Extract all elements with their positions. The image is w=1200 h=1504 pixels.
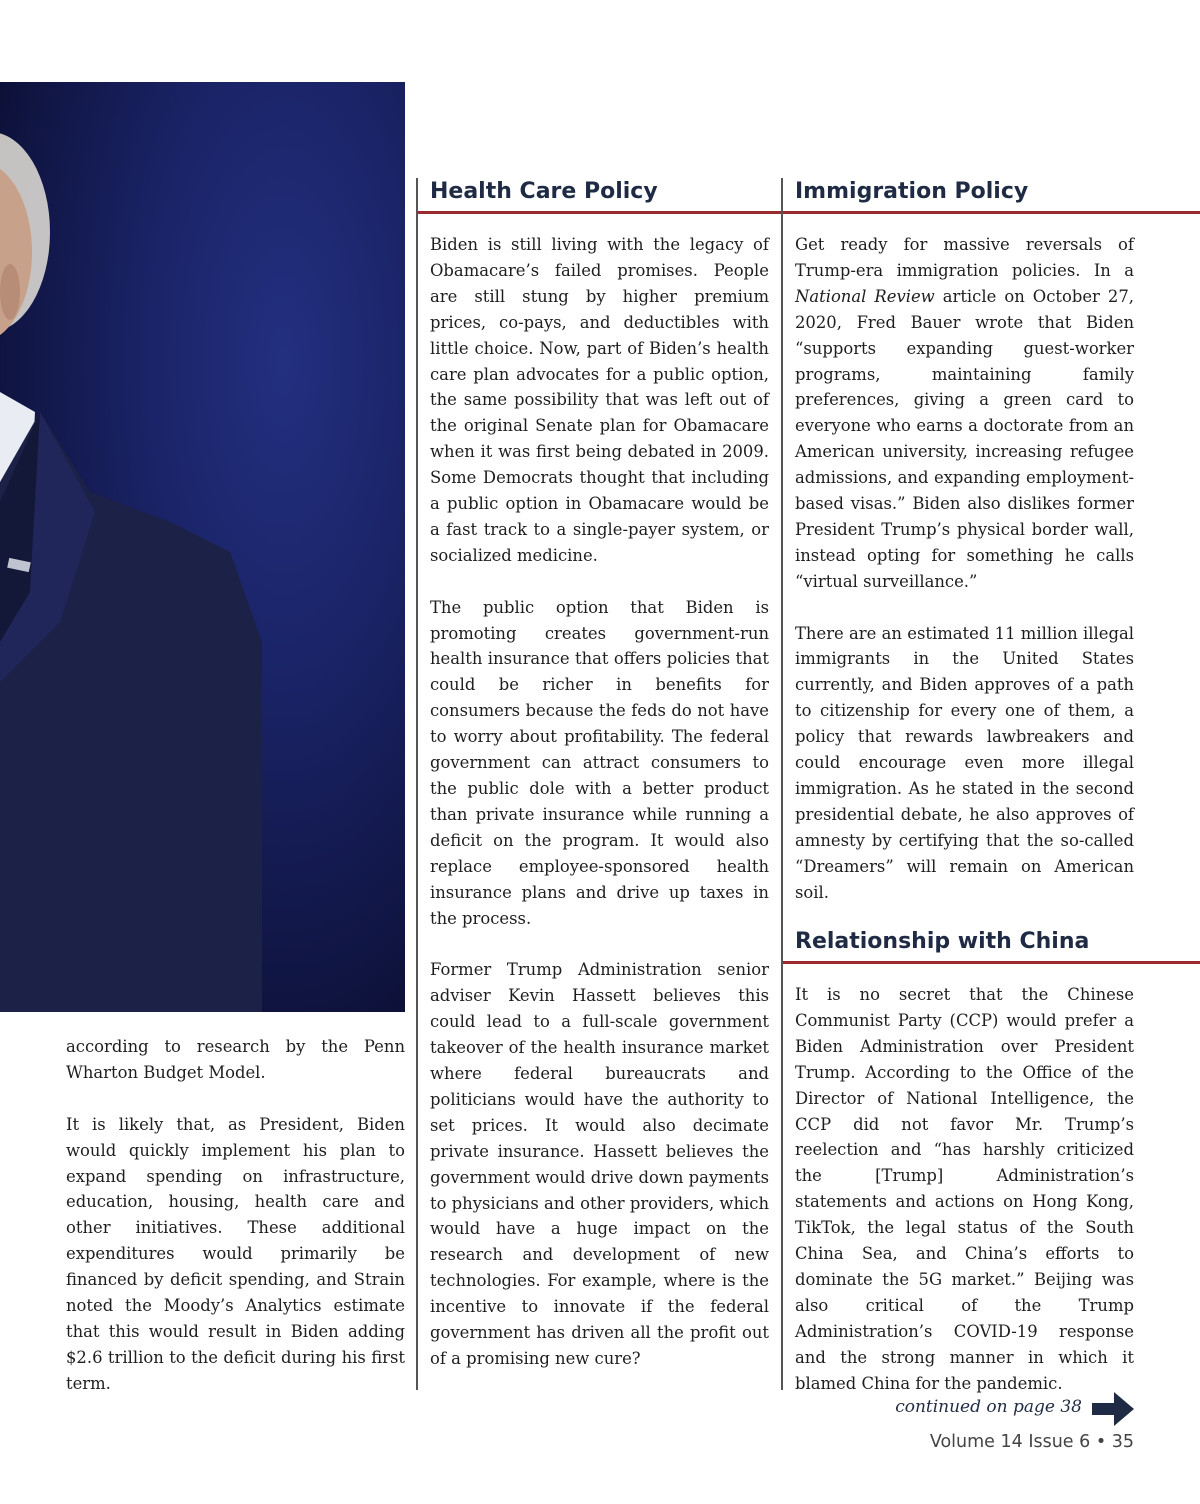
- arrow-right-icon: [1092, 1390, 1136, 1428]
- biden-photo: [0, 82, 405, 1012]
- health-paragraph: Former Trump Administration senior adviser Kevin Hassett believes this could lead to a full-scale government takeover of the health insurance market where federal bureaucrats and politicians would have the authority to set prices. It would also decimate private insurance. Hassett believes the government would drive down payments to physicians and other providers, which would have a huge impact on the research and development of new technologies. For example, where is the incentive to innovate if the federal government has driven all the profit out of a promising new cure?: [430, 960, 769, 1368]
- photo-illustration: [0, 82, 405, 1012]
- china-text: [795, 982, 1134, 1397]
- page-folio: Volume 14 Issue 6 • 35: [929, 1432, 1134, 1452]
- health-care-text: [430, 232, 769, 1372]
- china-heading: Relationship with China: [795, 929, 1090, 954]
- health-paragraph: Biden is still living with the legacy of Obamacare’s failed promises. People are still stung by higher premium prices, co-pays, and deductibles with little choice. Now, part of Biden’s health care plan advocates for a public option, the same possibility that was left out of the original Senate plan for Obamacare when it was first being debated in 2009. Some Democrats thought that including a public option in Obamacare would be a fast track to a single-payer system, or socialized medicine.: [430, 235, 769, 565]
- china-heading-rule: [783, 961, 1200, 964]
- china-paragraph: It is no secret that the Chinese Communist Party (CCP) would prefer a Biden Administration over President Trump. According to the Office of the Director of National Intelligence, the CCP did not favor Mr. Trump’s reelection and “has harshly criticized the [Trump] Administration’s statements and actions on Hong Kong, TikTok, the legal status of the South China Sea, and China’s efforts to dominate the 5G market.” Beijing was also critical of the Trump Administration’s COVID-19 response and the strong manner in which it blamed China for the pandemic.: [795, 985, 1134, 1393]
- col1-paragraph: according to research by the Penn Wharton Budget Model.: [66, 1037, 405, 1082]
- health-care-heading: Health Care Policy: [430, 179, 658, 204]
- col1-paragraph: It is likely that, as President, Biden would quickly implement his plan to expand spending on infrastructure, education, housing, health care and other initiatives. These additional expenditures would primarily be financed by deficit spending, and Strain noted the Moody’s Analytics estimate that this would result in Biden adding $2.6 trillion to the deficit during his first term.: [66, 1114, 405, 1393]
- immigration-text: [795, 232, 1134, 906]
- immigration-paragraph: There are an estimated 11 million illegal immigrants in the United States currently, and Biden approves of a path to citizenship for every one of them, a policy that rewards lawbreakers and could encourage even more illegal immigration. As he stated in the second presidential debate, he also approves of amnesty by certifying that the so-called “Dreamers” will remain on American soil.: [795, 623, 1134, 902]
- immigration-heading: Immigration Policy: [795, 179, 1029, 204]
- column-divider-left: [416, 178, 418, 1390]
- health-paragraph: The public option that Biden is promoting creates government-run health insurance that offers policies that could be richer in benefits for consumers because the feds do not have to worry about profitability. The federal government can attract consumers to the public dole with a better product than private insurance while running a deficit on the program. It would also replace employee-sponsored health insurance plans and drive up taxes in the process.: [430, 597, 769, 928]
- immigration-paragraph: Get ready for massive reversals of Trump-era immigration policies. In a National Review article on October 27, 2020, Fred Bauer wrote that Biden “supports expanding guest-worker programs, maintaining family preferences, giving a green card to everyone who earns a doctorate from an American university, increasing refugee admissions, and expanding employment-based visas.” Biden also dislikes former President Trump’s physical border wall, instead opting for something he calls “virtual surveillance.”: [795, 235, 1134, 591]
- publication-title: National Review: [795, 286, 935, 306]
- health-care-heading-rule: [418, 211, 781, 214]
- column-1-text: [66, 1034, 405, 1397]
- column-divider-right: [781, 178, 783, 1390]
- continued-note: continued on page 38: [895, 1397, 1082, 1417]
- immigration-heading-rule: [783, 211, 1200, 214]
